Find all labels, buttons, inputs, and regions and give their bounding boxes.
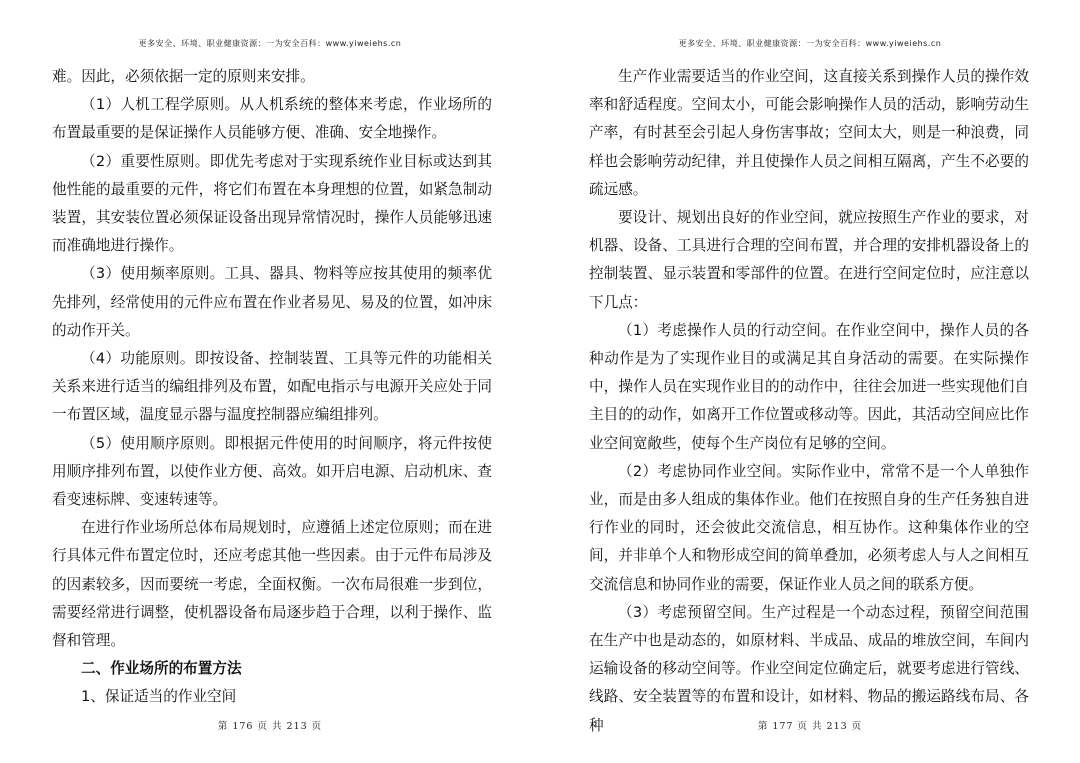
paragraph: （1）人机工程学原则。从人机系统的整体来考虑，作业场所的布置最重要的是保证操作人员能够方便、准确、安全地操作。 (52, 96, 492, 142)
paragraph: （3）考虑预留空间。生产过程是一个动态过程，预留空间范围在生产中也是动态的，如原材料、半成品、成品的堆放空间，车间内运输设备的移动空间等。作业空间定位确定后，就要考虑进行管线、线路、安全装置等的布置和设计，如材料、物品的搬运路线布局、各种 (589, 603, 1029, 734)
subsection-heading: 1、保证适当的作业空间 (81, 688, 237, 706)
paragraph: 生产作业需要适当的作业空间，这直接关系到操作人员的操作效率和舒适程度。空间太小，可能会影响操作人员的活动，影响劳动生产率，有时甚至会引起人身伤害事故；空间太大，则是一种浪费，同样也会影响劳动纪律，并且使操作人员之间相互隔离，产生不必要的疏远感。 (589, 68, 1029, 198)
paragraph: 在进行作业场所总体布局规划时，应遵循上述定位原则；而在进行具体元件布置定位时，还应考虑其他一些因素。由于元件布局涉及的因素较多，因而要统一考虑，全面权衡。一次布局很难一步到位，需要经常进行调整，使机器设备布局逐步趋于合理，以利于操作、监督和管理。 (52, 519, 492, 650)
page-body (52, 63, 492, 712)
right-page (540, 0, 1080, 763)
page-body (589, 63, 1029, 740)
paragraph: 要设计、规划出良好的作业空间，就应按照生产作业的要求，对机器、设备、工具进行合理的空间布置，并合理的安排机器设备上的控制装置、显示装置和零部件的位置。在进行空间定位时，应注意以下几点： (589, 209, 1029, 311)
paragraph: （2）重要性原则。即优先考虑对于实现系统作业目标或达到其他性能的最重要的元件，将它们布置在本身理想的位置，如紧急制动装置，其安装位置必须保证设备出现异常情况时，操作人员能够迅速而准确地进行操作。 (52, 152, 492, 255)
paragraph: （2）考虑协同作业空间。实际作业中，常常不是一个人单独作业，而是由多人组成的集体作业。他们在按照自身的生产任务独自进行作业的同时，还会彼此交流信息，相互协作。这种集体作业的空间，并非单个人和物形成空间的简单叠加，必须考虑人与人之间相互交流信息和协同作业的需要，保证作业人员之间的联系方便。 (589, 462, 1029, 593)
page-number: 第 176 页 共 213 页 (217, 721, 323, 732)
paragraph: （4）功能原则。即按设备、控制装置、工具等元件的功能相关关系来进行适当的编组排列及布置，如配电指示与电源开关应处于同一布置区域，温度显示器与温度控制器应编组排列。 (52, 350, 492, 424)
section-heading: 二、作业场所的布置方法 (81, 660, 242, 678)
page-header: 更多安全、环境、职业健康资源：一为安全百科：www.yiweiehs.cn (678, 39, 942, 48)
paragraph: 难。因此，必须依据一定的原则来安排。 (52, 68, 315, 85)
paragraph: （5）使用顺序原则。即根据元件使用的时间顺序，将元件按使用顺序排列布置，以使作业方便、高效。如开启电源、启动机床、查看变速标牌、变速转速等。 (52, 434, 492, 509)
paragraph: （3）使用频率原则。工具、器具、物料等应按其使用的频率优先排列，经常使用的元件应布置在作业者易见、易及的位置，如冲床的动作开关。 (52, 265, 492, 339)
paragraph: （1）考虑操作人员的行动空间。在作业空间中，操作人员的各种动作是为了实现作业目的或满足其自身活动的需要。在实际操作中，操作人员在实现作业目的的动作中，往往会加进一些实现他们自主目的的动作，如离开工作位置或移动等。因此，其活动空间应比作业空间宽敞些，使每个生产岗位有足够的空间。 (589, 321, 1029, 452)
page-header: 更多安全、环境、职业健康资源：一为安全百科：www.yiweiehs.cn (138, 39, 402, 48)
page-number: 第 177 页 共 213 页 (757, 721, 863, 732)
